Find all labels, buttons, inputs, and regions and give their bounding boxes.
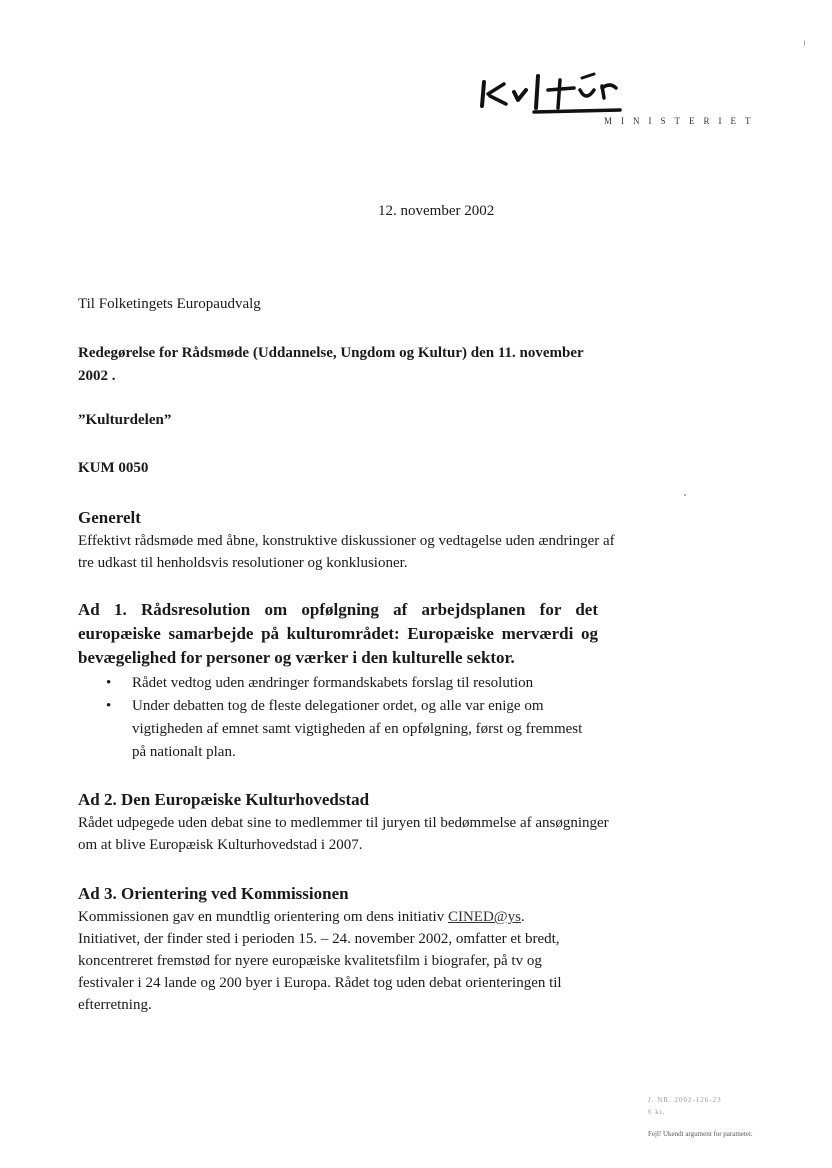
ad3-text-before: Kommissionen gav en mundtlig orientering om dens initiativ (78, 909, 448, 925)
ad3-text (78, 906, 588, 1016)
ad1-section (78, 598, 618, 764)
bullet-text: Under debatten tog de fleste delegationer ordet, og alle var enige om vigtigheden af emnet samt vigtigheden af en opfølgning, først og fremmest på nationalt plan. (132, 698, 583, 760)
list-item (78, 695, 592, 764)
stamp-line: J. NR. 2002-126-23 (648, 1096, 722, 1104)
logo-subtitle: MINISTERIET (604, 116, 760, 126)
scan-speck (804, 40, 805, 46)
ad3-heading: Ad 3. Orientering ved Kommissionen (78, 884, 349, 903)
recipient-line: Til Folketingets Europaudvalg (78, 296, 261, 312)
stamp-line: 6 kt. (648, 1108, 666, 1116)
ad2-text: Rådet udpegede uden debat sine to medlemmer til juryen til bedømmelse af ansøgninger om at blive Europæisk Kulturhovedstad i 2007. (78, 815, 609, 853)
ad1-heading: Ad 1. Rådsresolution om opfølgning af arbejdsplanen for det europæiske samarbejde på kulturområdet: Europæiske merværdi og bevægelighed for personer og værker i den kulturelle sektor. (78, 600, 598, 667)
cinedays-link[interactable]: CINED@ys (447, 909, 521, 925)
list-item (78, 672, 592, 695)
scan-speck (684, 494, 686, 496)
ad3-section (78, 882, 618, 1016)
document-code: KUM 0050 (78, 460, 149, 476)
archive-stamp (648, 1094, 722, 1118)
ad3-text-after: . Initiativet, der finder sted i perioden 15. – 24. november 2002, omfatter et bredt, koncentreret fremstød for nyere europæiske kvalitetsfilm i biografer, på tv og festivaler i 24 lande og 200 byer i Europa. Rådet tog uden debat orienteringen til efterretning. (78, 909, 562, 1013)
general-section (78, 506, 618, 574)
bullet-icon: • (106, 698, 112, 714)
footer-note: Fejl! Ukendt argument for parameter. (648, 1130, 753, 1138)
ad1-bullet-list (78, 672, 618, 764)
bullet-icon: • (106, 675, 112, 691)
ad2-section (78, 788, 618, 856)
report-title: Redegørelse for Rådsmøde (Uddannelse, Ungdom og Kultur) den 11. november 2002 . (78, 345, 584, 384)
section-name: ”Kulturdelen” (78, 412, 172, 428)
general-text: Effektivt rådsmøde med åbne, konstruktive diskussioner og vedtagelse uden ændringer af tre udkast til henholdsvis resolutioner og konklusioner. (78, 533, 615, 571)
general-heading: Generelt (78, 508, 141, 527)
ad2-heading: Ad 2. Den Europæiske Kulturhovedstad (78, 790, 370, 809)
bullet-text: Rådet vedtog uden ændringer formandskabets forslag til resolution (132, 675, 534, 691)
document-date: 12. november 2002 (378, 203, 495, 219)
